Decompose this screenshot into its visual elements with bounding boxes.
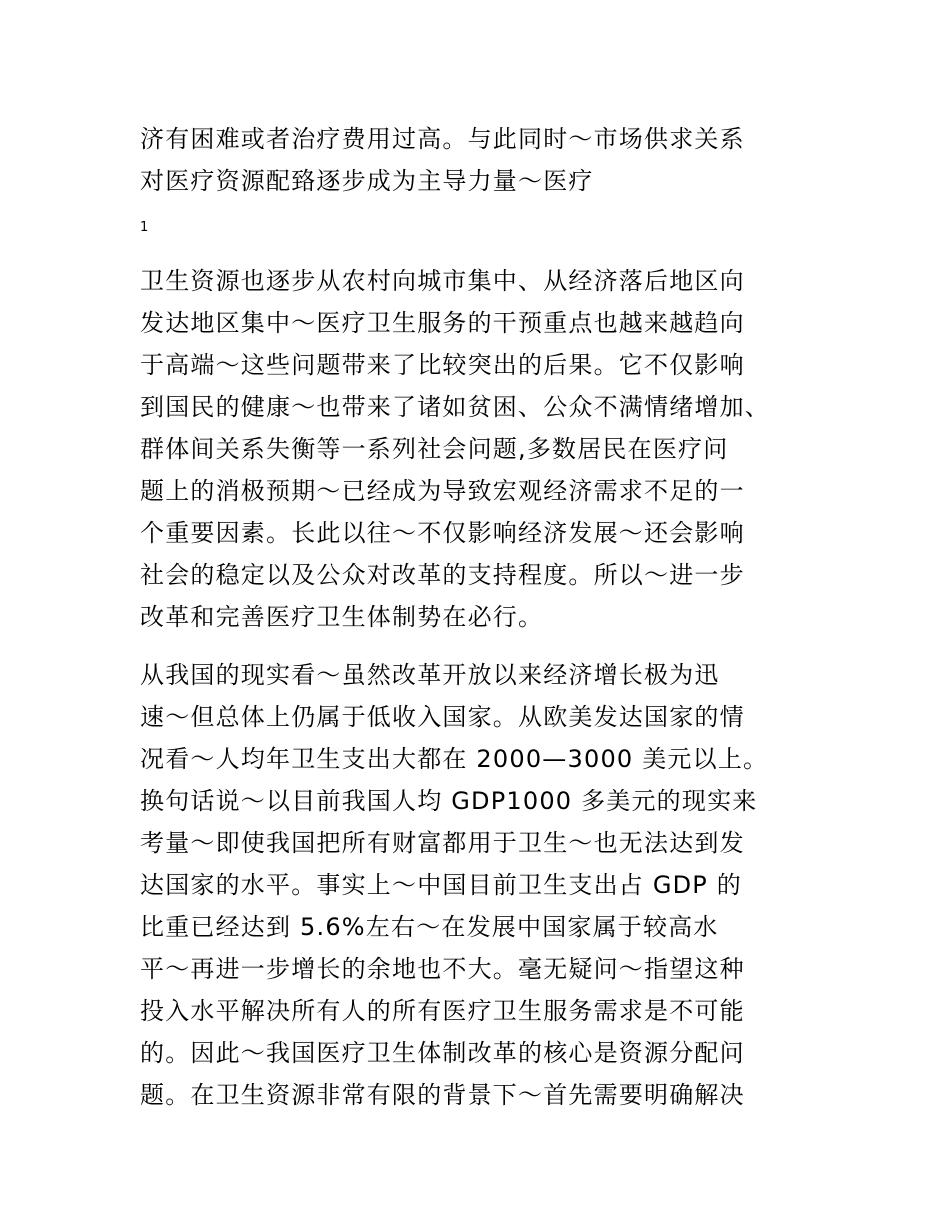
text-line: 发达地区集中～医疗卫生服务的干预重点也越来越趋向 xyxy=(140,309,745,337)
text-line: 社会的稳定以及公众对改革的支持程度。所以～进一步 xyxy=(140,561,745,589)
text-line: 题。在卫生资源非常有限的背景下～首先需要明确解决 xyxy=(140,1081,745,1109)
text-line: 考量～即使我国把所有财富都用于卫生～也无法达到发 xyxy=(140,829,745,857)
text-line: 的。因此～我国医疗卫生体制改革的核心是资源分配问 xyxy=(140,1039,745,1067)
text-line: 卫生资源也逐步从农村向城市集中、从经济落后地区向 xyxy=(140,267,745,295)
text-line: 投入水平解决所有人的所有医疗卫生服务需求是不可能 xyxy=(140,997,745,1025)
text-line: 对医疗资源配臵逐步成为主导力量～医疗 xyxy=(140,167,594,195)
text-line: 从我国的现实看～虽然改革开放以来经济增长极为迅 xyxy=(140,661,720,689)
text-line: 换句话说～以目前我国人均 GDP1000 多美元的现实来 xyxy=(140,787,758,815)
text-line: 改革和完善医疗卫生体制势在必行。 xyxy=(140,603,544,631)
footnote-marker: 1 xyxy=(140,220,149,235)
text-line: 达国家的水平。事实上～中国目前卫生支出占 GDP 的 xyxy=(140,871,743,899)
text-line: 群体间关系失衡等一系列社会问题,多数居民在医疗问 xyxy=(140,435,729,463)
text-line: 于高端～这些问题带来了比较突出的后果。它不仅影响 xyxy=(140,351,745,379)
text-line: 济有困难或者治疗费用过高。与此同时～市场供求关系 xyxy=(140,125,745,153)
text-line: 速～但总体上仍属于低收入国家。从欧美发达国家的情 xyxy=(140,703,745,731)
text-line: 况看～人均年卫生支出大都在 2000—3000 美元以上。 xyxy=(140,745,769,773)
text-line: 题上的消极预期～已经成为导致宏观经济需求不足的一 xyxy=(140,477,745,505)
text-line: 个重要因素。长此以往～不仅影响经济发展～还会影响 xyxy=(140,519,745,547)
text-line: 比重已经达到 5.6%左右～在发展中国家属于较高水 xyxy=(140,913,719,941)
text-line: 到国民的健康～也带来了诸如贫困、公众不满情绪增加、 xyxy=(140,393,770,421)
text-line: 平～再进一步增长的余地也不大。毫无疑问～指望这种 xyxy=(140,955,745,983)
